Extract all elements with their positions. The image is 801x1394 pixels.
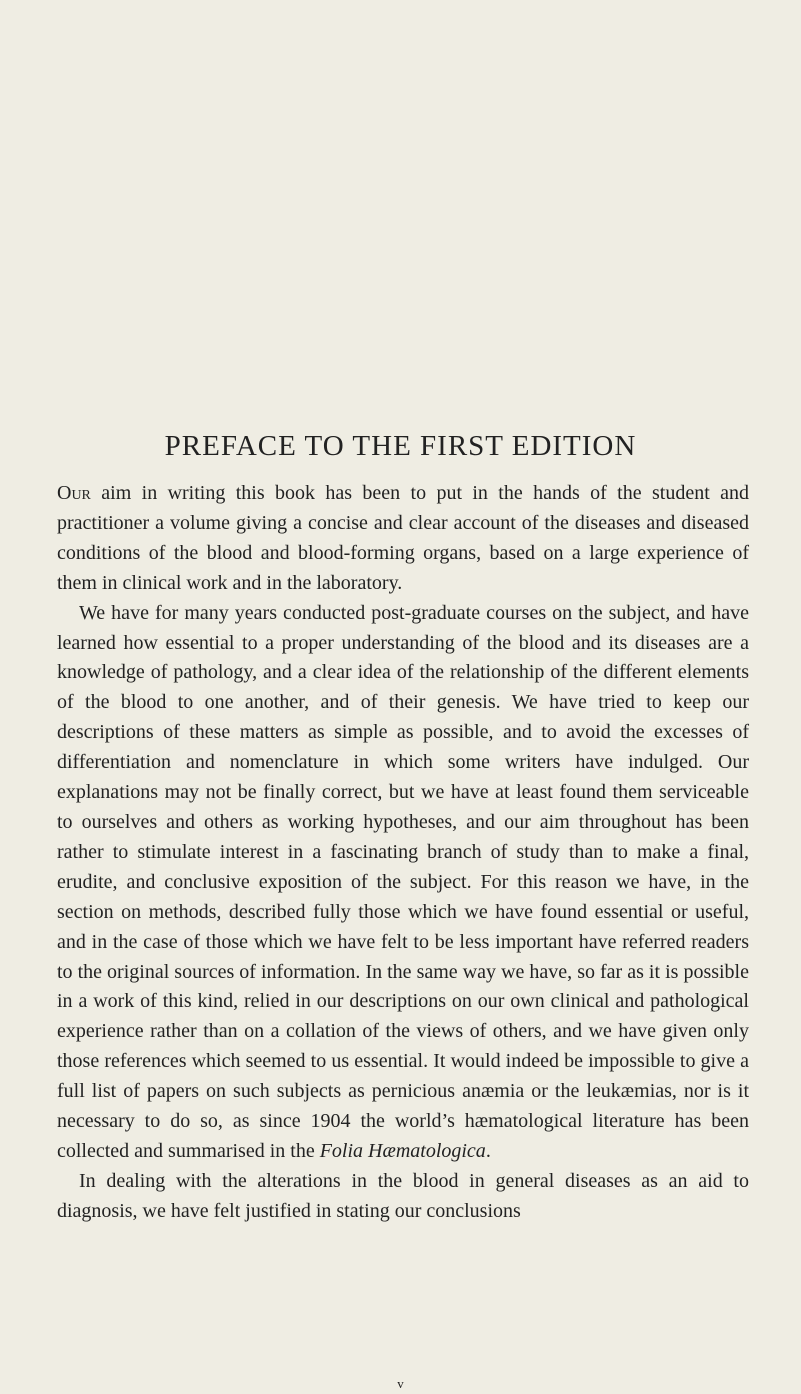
opening-word: Our bbox=[57, 482, 91, 504]
page-heading: PREFACE TO THE FIRST EDITION bbox=[164, 430, 637, 462]
paragraph-3 bbox=[57, 1167, 749, 1227]
journal-title: Folia Hæmatologica bbox=[319, 1139, 486, 1162]
paragraph-2 bbox=[57, 599, 749, 1167]
paragraph-1 bbox=[57, 479, 749, 599]
paragraph-1-text: aim in writing this book has been to put in the hands of the student and practitioner a volume giving a concise and clear account of the diseases and diseased conditions of the blood and blood-forming organs, based on a large experience of them in clinical work and in the laboratory. bbox=[57, 482, 750, 594]
page-number: v bbox=[397, 1376, 404, 1391]
paragraph-3-text: In dealing with the alterations in the blood in general diseases as an aid to diagnosis, we have felt justified in stating our conclusions bbox=[57, 1169, 749, 1222]
preface-body bbox=[57, 479, 749, 1227]
paragraph-2-end: . bbox=[485, 1139, 491, 1162]
paragraph-2-text: We have for many years conducted post-graduate courses on the subject, and have learned how essential to a proper understanding of the blood and its diseases are a knowledge of pathology, and a clear idea of the relationship of the different elements of the blood to one another, and of their genesis. We have tried to keep our descriptions of these matters as simple as possible, and to avoid the excesses of differentiation and nomenclature in which some writers have indulged. Our explanations may not be finally correct, but we have at least found them serviceable to ourselves and others as working hypotheses, and our aim throughout has been rather to stimulate interest in a fascinating branch of study than to make a final, erudite, and conclusive exposition of the subject. For this reason we have, in the section on methods, described fully those which we have found essential or useful, and in the case of those which we have felt to be less important have referred readers to the original sources of information. In the same way we have, so far as it is possible in a work of this kind, relied in our descriptions on our own clinical and pathological experience rather than on a collation of the views of others, and we have given only those references which seemed to us essential. It would indeed be impossible to give a full list of papers on such subjects as pernicious anæmia or the leukæmias, nor is it necessary to do so, as since 1904 the world’s hæmatological literature has been collected and summarised in the bbox=[57, 601, 749, 1162]
